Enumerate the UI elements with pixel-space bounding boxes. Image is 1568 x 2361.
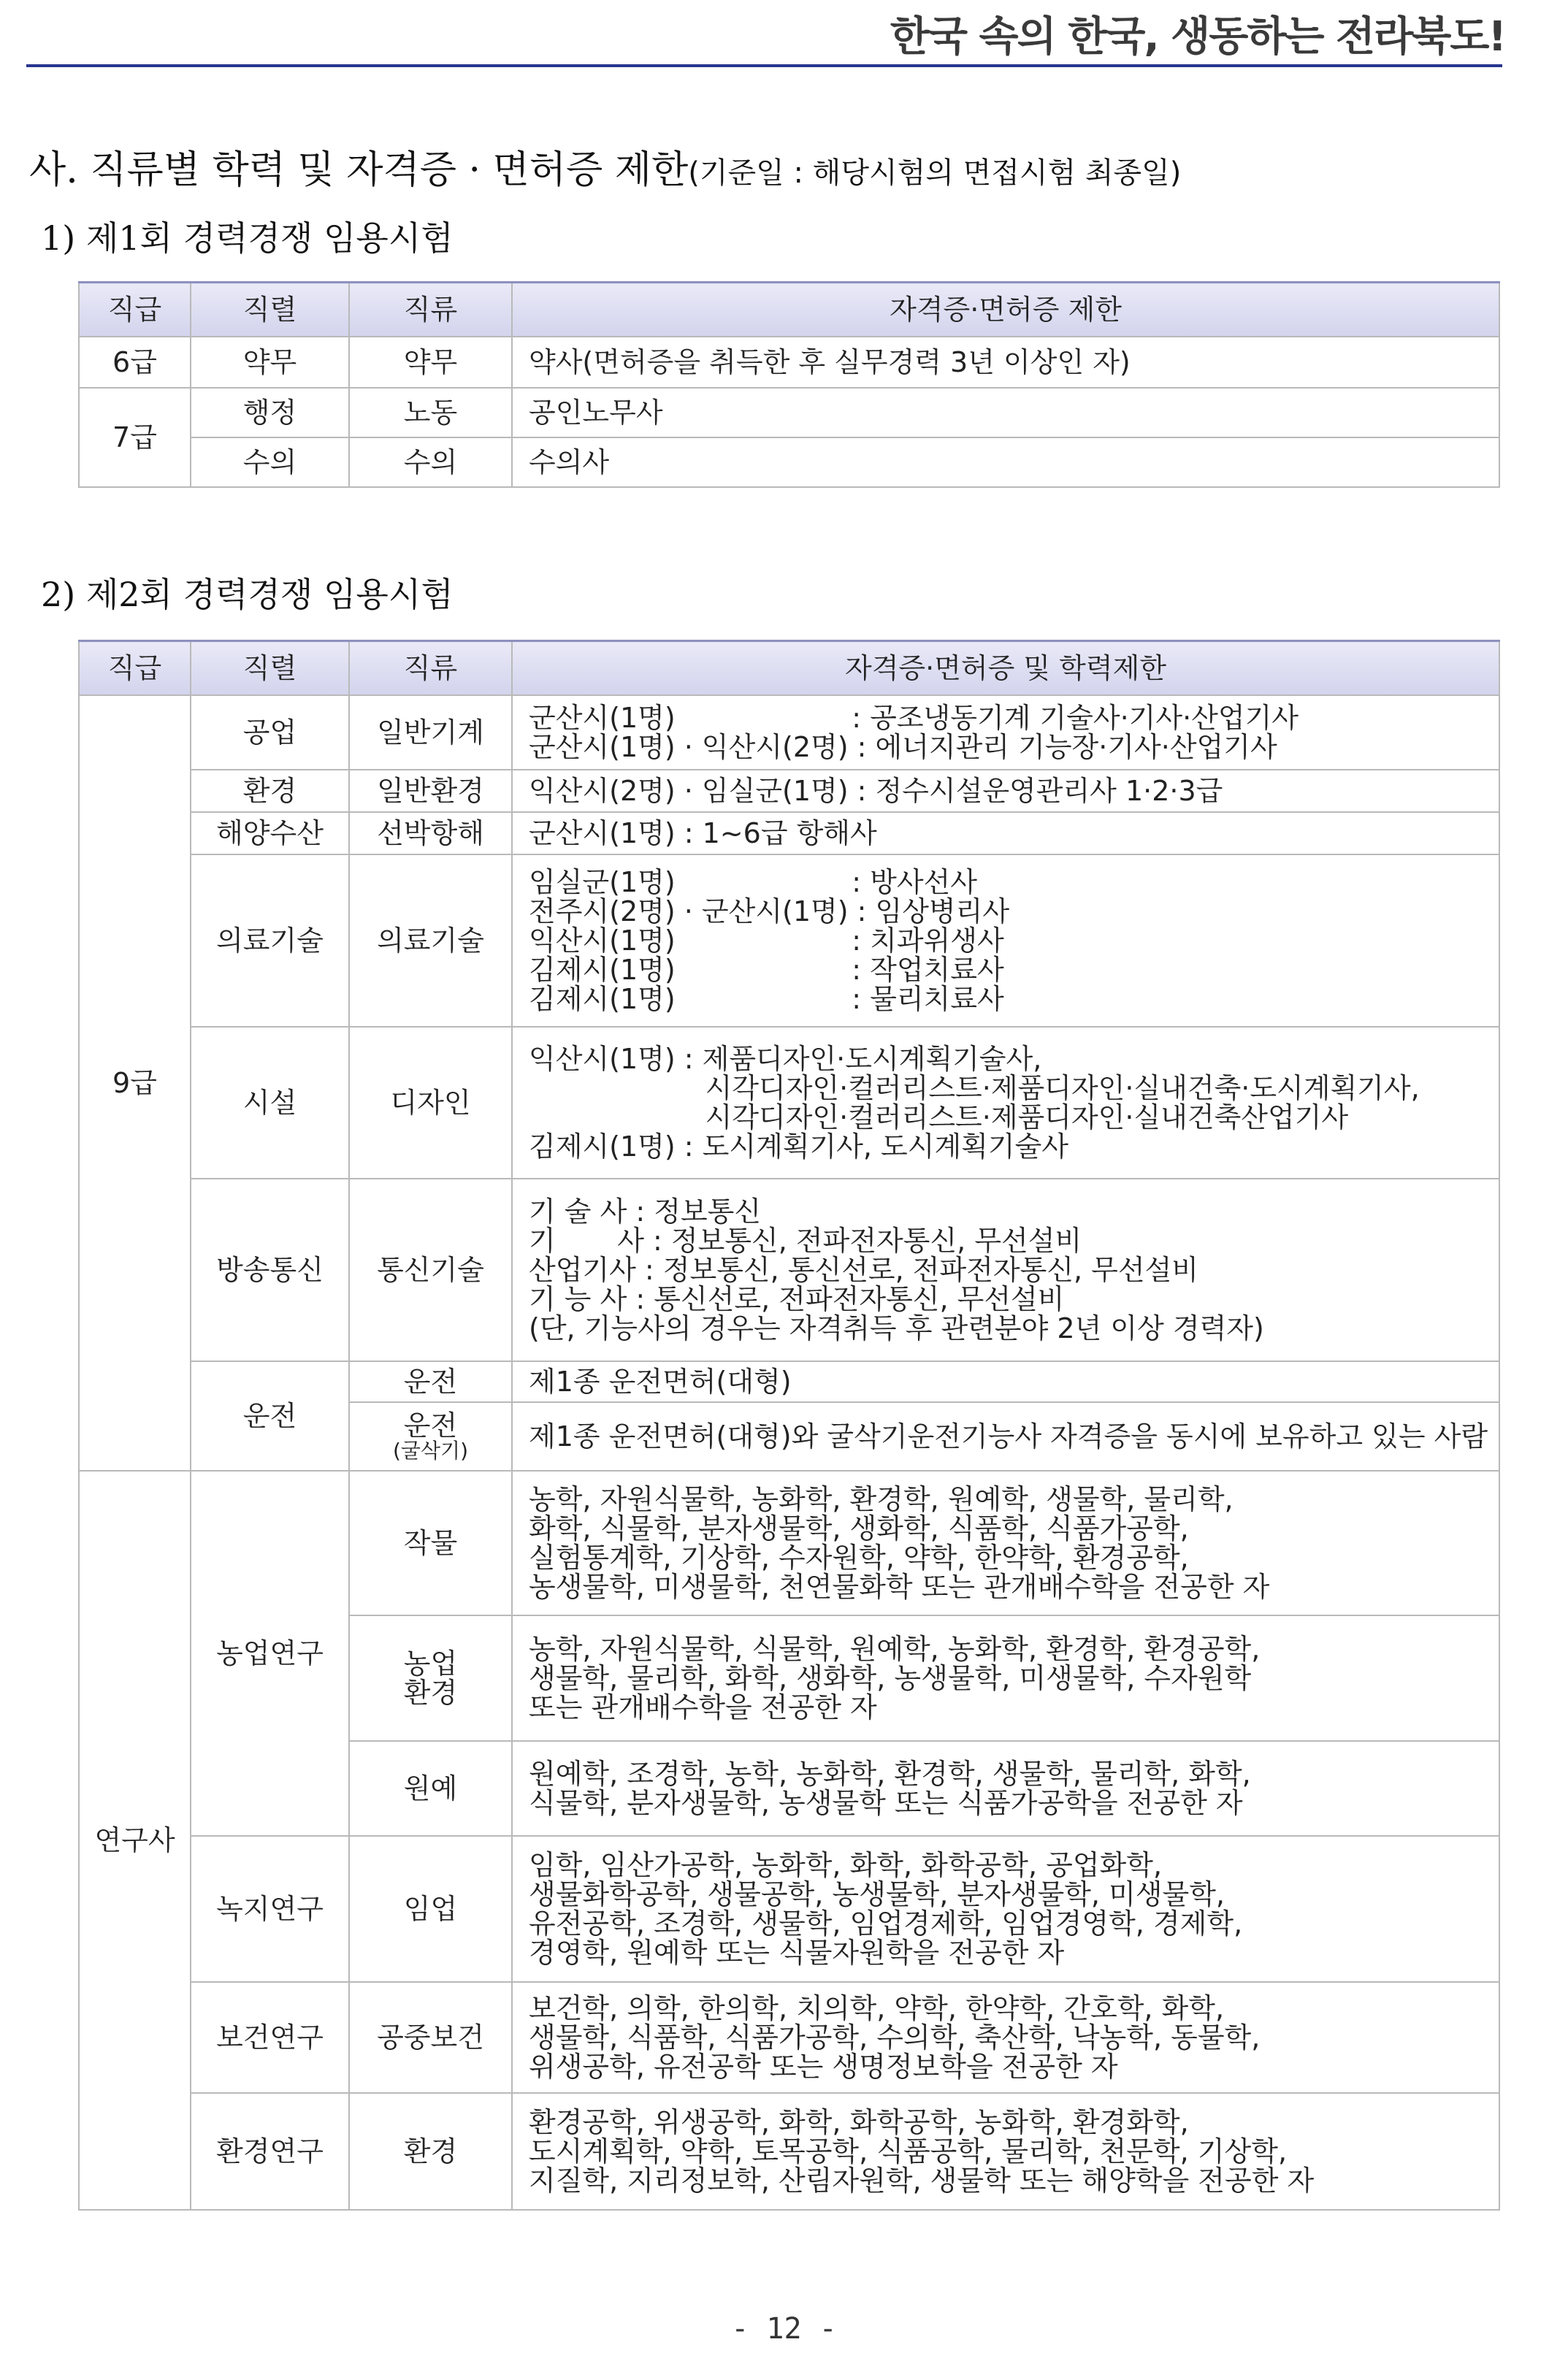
exam2-table (78, 640, 1500, 2211)
requirement-cell (512, 854, 1499, 1027)
requirement-cell (512, 695, 1499, 770)
header-slogan: 한국 속의 한국, 생동하는 전라북도! (890, 13, 1505, 61)
branch-cell: 일반기계 (349, 695, 512, 770)
cell-line: 임학, 임산가공학, 농화학, 화학, 화학공학, 공업화학, (529, 1849, 1163, 1881)
requirement-cell (512, 1741, 1499, 1836)
cell-line: 보건학, 의학, 한의학, 치의학, 약학, 한약학, 간호학, 화학, (529, 1992, 1225, 2024)
cell-line: 농학, 자원식물학, 농화학, 환경학, 원예학, 생물학, 물리학, (529, 1483, 1234, 1515)
series-cell: 환경연구 (191, 2093, 349, 2210)
cell-line: 생물학, 물리학, 화학, 생화학, 농생물학, 미생물학, 수자원학 (529, 1662, 1252, 1694)
branch-cell (349, 1615, 512, 1741)
requirement-cell (512, 1179, 1499, 1361)
branch-cell: 원예 (349, 1741, 512, 1836)
cell-line: 농학, 자원식물학, 식물학, 원예학, 농화학, 환경학, 환경공학, (529, 1633, 1261, 1665)
branch-cell (349, 1402, 512, 1471)
section-title-note: (기준일 : 해당시험의 면접시험 최종일) (688, 156, 1182, 190)
table-row (79, 437, 1499, 487)
table-header-row (79, 641, 1499, 696)
grade-cell: 7급 (79, 388, 191, 487)
requirement-cell: 수의사 (512, 437, 1499, 487)
cell-line: 기 사 : 정보통신, 전파전자통신, 무선설비 (529, 1225, 1082, 1257)
series-cell: 방송통신 (191, 1179, 349, 1361)
branch-cell: 임업 (349, 1836, 512, 1982)
cell-line: 지질학, 지리정보학, 산림자원학, 생물학 또는 해양학을 전공한 자 (529, 2165, 1315, 2197)
cell-line: 시각디자인·컬러리스트·제품디자인·실내건축산업기사 (529, 1101, 1349, 1133)
cell-line: 임실군(1명) : 방사선사 (529, 866, 977, 898)
cell-line: (단, 기능사의 경우는 자격취득 후 관련분야 2년 이상 경력자) (529, 1312, 1264, 1344)
series-cell: 시설 (191, 1027, 349, 1179)
cell-line: 실험통계학, 기상학, 수자원학, 약학, 한약학, 환경공학, (529, 1542, 1189, 1574)
series-cell: 농업연구 (191, 1471, 349, 1836)
requirement-cell: 공인노무사 (512, 388, 1499, 437)
table-row (79, 770, 1499, 812)
cell-line: 김제시(1명) : 물리치료사 (529, 983, 1004, 1015)
branch-cell: 일반환경 (349, 770, 512, 812)
cell-line: 생물화학공학, 생물공학, 농생물학, 분자생물학, 미생물학, (529, 1878, 1225, 1910)
branch-cell: 선박항해 (349, 812, 512, 854)
cell-line: 화학, 식물학, 분자생물학, 생화학, 식품학, 식품가공학, (529, 1512, 1189, 1545)
table-row (79, 1179, 1499, 1361)
table-row (79, 1836, 1499, 1982)
branch-label: 운전 (403, 1409, 458, 1442)
cell-line: 유전공학, 조경학, 생물학, 임업경제학, 임업경영학, 경제학, (529, 1907, 1243, 1940)
branch-cell: 환경 (349, 2093, 512, 2210)
cell-line: 익산시(2명) · 임실군(1명) : 정수시설운영관리사 1·2·3급 (529, 775, 1223, 807)
cell-line: 익산시(1명) : 치과위생사 (529, 925, 1004, 957)
cell-line: 경영학, 원예학 또는 식물자원학을 전공한 자 (529, 1937, 1065, 1969)
cell-line: 제1종 운전면허(대형)와 굴삭기운전기능사 자격증을 동시에 보유하고 있는 사람 (529, 1420, 1488, 1453)
requirement-cell (512, 1361, 1499, 1402)
header-branch: 직류 (349, 641, 512, 696)
series-cell: 의료기술 (191, 854, 349, 1027)
requirement-cell (512, 1836, 1499, 1982)
table-row (79, 812, 1499, 854)
table-row (79, 1982, 1499, 2093)
table-header-row (79, 283, 1499, 337)
header-grade: 직급 (79, 641, 191, 696)
cell-line: 도시계획학, 약학, 토목공학, 식품공학, 물리학, 천문학, 기상학, (529, 2135, 1288, 2167)
header-branch: 직류 (349, 283, 512, 337)
grade-cell: 9급 (79, 695, 191, 1471)
exam2-title: 2) 제2회 경력경쟁 임용시험 (41, 575, 454, 614)
exam1-title: 1) 제1회 경력경쟁 임용시험 (41, 218, 454, 258)
branch-cell: 공중보건 (349, 1982, 512, 2093)
section-title (29, 139, 1181, 194)
header-requirement: 자격증·면허증 및 학력제한 (512, 641, 1499, 696)
cell-line: 군산시(1명) : 공조냉동기계 기술사·기사·산업기사 (529, 702, 1299, 734)
series-cell: 보건연구 (191, 1982, 349, 2093)
requirement-cell: 약사(면허증을 취득한 후 실무경력 3년 이상인 자) (512, 337, 1499, 388)
branch-cell: 수의 (349, 437, 512, 487)
branch-cell: 의료기술 (349, 854, 512, 1027)
cell-line: 또는 관개배수학을 전공한 자 (529, 1691, 877, 1723)
branch-cell: 운전 (349, 1361, 512, 1402)
cell-line: 농생물학, 미생물학, 천연물화학 또는 관개배수학을 전공한 자 (529, 1571, 1270, 1603)
requirement-cell (512, 1615, 1499, 1741)
requirement-cell (512, 1471, 1499, 1615)
cell-line: 김제시(1명) : 도시계획기사, 도시계획기술사 (529, 1130, 1068, 1163)
series-cell: 환경 (191, 770, 349, 812)
cell-line: 김제시(1명) : 작업치료사 (529, 954, 1004, 986)
table-row (79, 1471, 1499, 1615)
table-row (79, 337, 1499, 388)
exam1-table (78, 281, 1500, 488)
cell-line: 시각디자인·컬러리스트·제품디자인·실내건축·도시계획기사, (529, 1072, 1420, 1104)
series-cell: 녹지연구 (191, 1836, 349, 1982)
branch-note: (굴삭기) (393, 1439, 468, 1463)
cell-line: 생물학, 식품학, 식품가공학, 수의학, 축산학, 낙농학, 동물학, (529, 2021, 1261, 2054)
series-cell: 운전 (191, 1361, 349, 1471)
cell-line: 전주시(2명) · 군산시(1명) : 임상병리사 (529, 895, 1010, 927)
table-row (79, 1027, 1499, 1179)
cell-line: 제1종 운전면허(대형) (529, 1366, 792, 1398)
section-title-text: 사. 직류별 학력 및 자격증 · 면허증 제한 (29, 148, 689, 192)
table-row (79, 695, 1499, 770)
header-rule (26, 64, 1502, 67)
series-cell: 공업 (191, 695, 349, 770)
header-series: 직렬 (191, 283, 349, 337)
requirement-cell (512, 1402, 1499, 1471)
cell-line: 원예학, 조경학, 농학, 농화학, 환경학, 생물학, 물리학, 화학, (529, 1758, 1251, 1790)
cell-line: 위생공학, 유전공학 또는 생명정보학을 전공한 자 (529, 2051, 1118, 2083)
header-grade: 직급 (79, 283, 191, 337)
grade-cell: 6급 (79, 337, 191, 388)
requirement-cell (512, 1027, 1499, 1179)
cell-line: 기 술 사 : 정보통신 (529, 1195, 762, 1228)
grade-cell: 연구사 (79, 1471, 191, 2210)
cell-line: 산업기사 : 정보통신, 통신선로, 전파전자통신, 무선설비 (529, 1254, 1199, 1286)
cell-line: 익산시(1명) : 제품디자인·도시계획기술사, (529, 1043, 1042, 1075)
cell-line: 환경 (403, 1677, 458, 1709)
branch-cell: 노동 (349, 388, 512, 437)
branch-cell: 통신기술 (349, 1179, 512, 1361)
requirement-cell (512, 1982, 1499, 2093)
table-row (79, 854, 1499, 1027)
requirement-cell (512, 2093, 1499, 2210)
page-number: - 12 - (731, 2312, 837, 2346)
series-cell: 수의 (191, 437, 349, 487)
branch-cell: 약무 (349, 337, 512, 388)
table-row (79, 388, 1499, 437)
cell-line: 군산시(1명) · 익산시(2명) : 에너지관리 기능장·기사·산업기사 (529, 731, 1277, 763)
cell-line: 환경공학, 위생공학, 화학, 화학공학, 농화학, 환경화학, (529, 2106, 1189, 2138)
header-series: 직렬 (191, 641, 349, 696)
branch-cell: 디자인 (349, 1027, 512, 1179)
requirement-cell (512, 770, 1499, 812)
series-cell: 약무 (191, 337, 349, 388)
series-cell: 행정 (191, 388, 349, 437)
requirement-cell (512, 812, 1499, 854)
table-row (79, 1361, 1499, 1402)
series-cell: 해양수산 (191, 812, 349, 854)
table-row (79, 2093, 1499, 2210)
cell-line: 군산시(1명) : 1~6급 항해사 (529, 817, 877, 849)
cell-line: 농업 (403, 1648, 458, 1680)
cell-line: 기 능 사 : 통신선로, 전파전자통신, 무선설비 (529, 1283, 1065, 1315)
header-requirement: 자격증·면허증 제한 (512, 283, 1499, 337)
branch-cell: 작물 (349, 1471, 512, 1615)
cell-line: 식물학, 분자생물학, 농생물학 또는 식품가공학을 전공한 자 (529, 1787, 1243, 1819)
